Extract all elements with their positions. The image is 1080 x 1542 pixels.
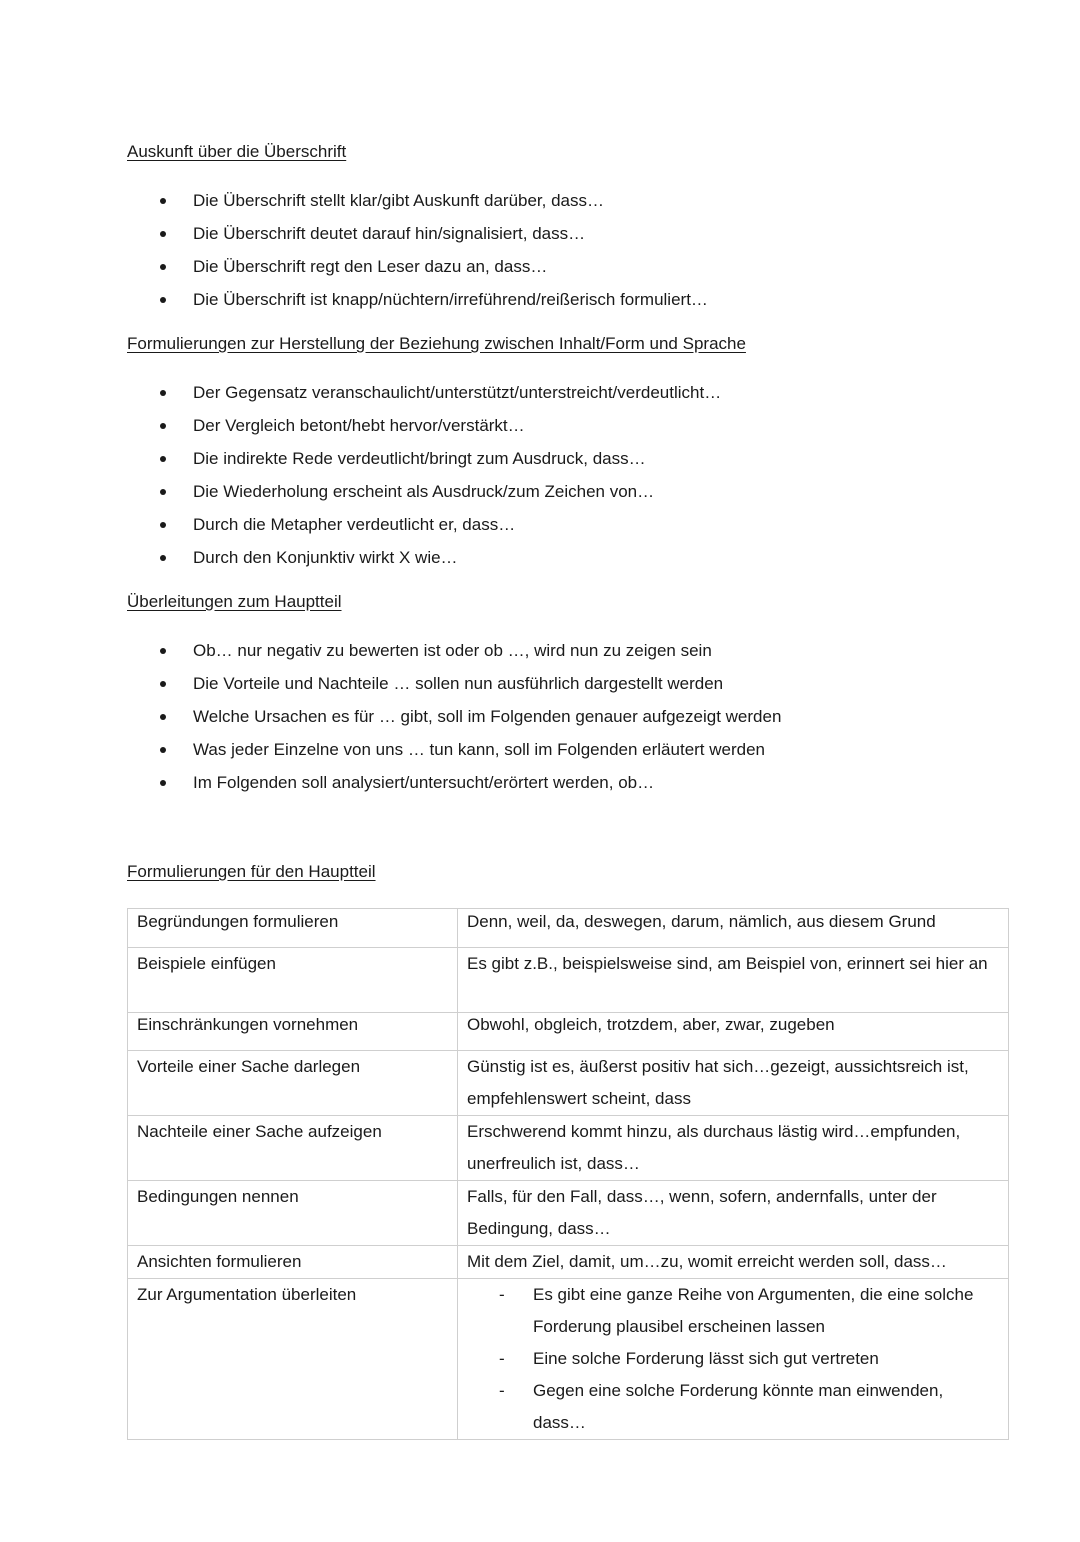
section-heading-hauptteil: Formulierungen für den Hauptteil <box>127 862 376 881</box>
table-row <box>128 1051 1009 1116</box>
bullet-item: Der Vergleich betont/hebt hervor/verstärkt… <box>127 409 721 442</box>
formulierungen-table <box>127 908 1009 1440</box>
table-row <box>128 1181 1009 1246</box>
table-row <box>128 1013 1009 1051</box>
table-cell-text: Erschwerend kommt hinzu, als durchaus lästig wird…empfunden, unerfreulich ist, dass… <box>458 1116 1009 1181</box>
bullet-item: Die Überschrift ist knapp/nüchtern/irreführend/reißerisch formuliert… <box>127 283 708 316</box>
bullet-item: Die indirekte Rede verdeutlicht/bringt zum Ausdruck, dass… <box>127 442 721 475</box>
section-heading-ueberschrift: Auskunft über die Überschrift <box>127 142 347 161</box>
table-cell-text: Falls, für den Fall, dass…, wenn, sofern, andernfalls, unter der Bedingung, dass… <box>458 1181 1009 1246</box>
bullet-item: Die Wiederholung erscheint als Ausdruck/zum Zeichen von… <box>127 475 721 508</box>
table-cell-text: Obwohl, obgleich, trotzdem, aber, zwar, zugeben <box>458 1013 1009 1051</box>
bullet-item: Die Vorteile und Nachteile … sollen nun ausführlich dargestellt werden <box>127 667 781 700</box>
section-heading-ueberleitungen: Überleitungen zum Hauptteil <box>127 592 342 611</box>
dash-list-item: - Es gibt eine ganze Reihe von Argumenten, die eine solche Forderung plausibel erscheinen lassen <box>467 1279 1000 1343</box>
table-cell-label: Begründungen formulieren <box>128 909 458 948</box>
bullet-item: Durch den Konjunktiv wirkt X wie… <box>127 541 721 574</box>
table-row <box>128 948 1009 1013</box>
table-cell-label: Ansichten formulieren <box>128 1246 458 1279</box>
table-cell-label: Nachteile einer Sache aufzeigen <box>128 1116 458 1181</box>
dash-list-item: - Gegen eine solche Forderung könnte man einwenden, dass… <box>467 1375 1000 1439</box>
bullet-list-beziehung <box>127 376 721 574</box>
table-cell-list <box>458 1279 1009 1440</box>
bullet-item: Die Überschrift regt den Leser dazu an, dass… <box>127 250 708 283</box>
bullet-item: Die Überschrift deutet darauf hin/signalisiert, dass… <box>127 217 708 250</box>
table-cell-label: Beispiele einfügen <box>128 948 458 1013</box>
bullet-item: Ob… nur negativ zu bewerten ist oder ob …, wird nun zu zeigen sein <box>127 634 781 667</box>
table-cell-label: Vorteile einer Sache darlegen <box>128 1051 458 1116</box>
table-cell-text: Mit dem Ziel, damit, um…zu, womit erreicht werden soll, dass… <box>458 1246 1009 1279</box>
table-cell-label: Einschränkungen vornehmen <box>128 1013 458 1051</box>
table-cell-label: Zur Argumentation überleiten <box>128 1279 458 1440</box>
table-row <box>128 1279 1009 1440</box>
table-row <box>128 1116 1009 1181</box>
table-row <box>128 909 1009 948</box>
bullet-list-ueberschrift <box>127 184 708 316</box>
table-cell-text: Es gibt z.B., beispielsweise sind, am Beispiel von, erinnert sei hier an <box>458 948 1009 1013</box>
table-cell-label: Bedingungen nennen <box>128 1181 458 1246</box>
bullet-item: Die Überschrift stellt klar/gibt Auskunft darüber, dass… <box>127 184 708 217</box>
table-row <box>128 1246 1009 1279</box>
bullet-item: Durch die Metapher verdeutlicht er, dass… <box>127 508 721 541</box>
section-heading-beziehung: Formulierungen zur Herstellung der Beziehung zwischen Inhalt/Form und Sprache <box>127 334 746 353</box>
bullet-list-ueberleitungen <box>127 634 781 799</box>
bullet-item: Welche Ursachen es für … gibt, soll im Folgenden genauer aufgezeigt werden <box>127 700 781 733</box>
table-cell-text: Günstig ist es, äußerst positiv hat sich…gezeigt, aussichtsreich ist, empfehlenswert scheint, dass <box>458 1051 1009 1116</box>
bullet-item: Im Folgenden soll analysiert/untersucht/erörtert werden, ob… <box>127 766 781 799</box>
bullet-item: Was jeder Einzelne von uns … tun kann, soll im Folgenden erläutert werden <box>127 733 781 766</box>
dash-list-item: - Eine solche Forderung lässt sich gut vertreten <box>467 1343 1000 1375</box>
table-cell-text: Denn, weil, da, deswegen, darum, nämlich, aus diesem Grund <box>458 909 1009 948</box>
bullet-item: Der Gegensatz veranschaulicht/unterstützt/unterstreicht/verdeutlicht… <box>127 376 721 409</box>
dash-list <box>467 1279 1000 1439</box>
